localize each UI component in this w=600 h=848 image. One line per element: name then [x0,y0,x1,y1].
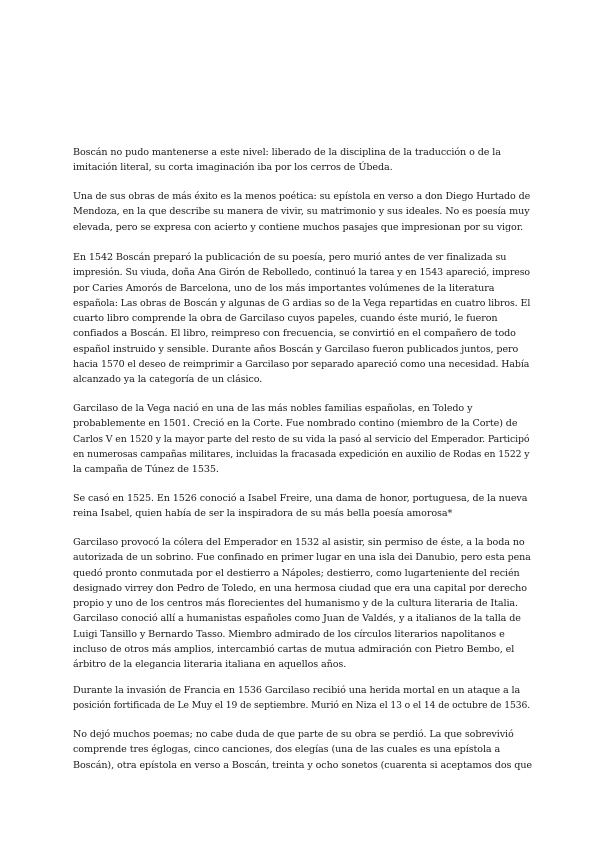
text-line: confiados a Boscán. El libro, reimpreso con frecuencia, se convirtió en el compañero de todo [73,328,516,340]
text-line: reina Isabel, quien había de ser la inspiradora de su más bella poesía amorosa* [73,508,453,520]
text-line: impresión. Su viuda, doña Ana Girón de Rebolledo, continuó la tarea y en 1543 apareció, impreso [73,267,530,279]
text-line: No dejó muchos poemas; no cabe duda de que parte de su obra se perdió. La que sobrevivió [73,729,514,740]
text-line: por Caries Amorós de Barcelona, uno de los más importantes volúmenes de la literatura [73,282,495,294]
text-line: comprende tres églogas, cinco canciones, dos elegías (una de las cuales es una epístola a [73,744,501,756]
text-line: propio y uno de los centros más florecientes del humanismo y de la cultura literaria de Italia. [73,598,518,610]
paragraph-4 [73,401,533,477]
text-line: imitación literal, su corta imaginación iba por los cerros de Úbeda. [73,162,393,174]
text-line: incluso de otros más amplios, intercambió cartas de mutua admiración con Pietro Bembo, el [73,644,515,656]
text-line: En 1542 Boscán preparó la publicación de su poesía, pero murió antes de ver finalizada su [73,252,507,263]
text-line: alcanzado ya la categoría de un clásico. [73,374,263,386]
text-line: la campaña de Túnez de 1535. [73,464,219,476]
paragraph-2 [73,189,533,235]
text-line: Garcilaso conoció allí a humanistas españoles como Juan de Valdés, y a italianos de la talla de [73,613,521,625]
text-line: Luigi Tansillo y Bernardo Tasso. Miembro admirado de los círculos literarios napolitanos e [73,628,505,640]
text-line: elevada, pero se expresa con acierto y contiene muchos pasajes que impresionan por su vigor. [73,221,524,233]
text-line: Mendoza, en la que describe su manera de vivir, su matrimonio y sus ideales. No es poesía muy [73,206,530,218]
text-line: autorizada de un sobrino. Fue confinado en primer lugar en una isla dei Danubio, pero esta pena [73,552,531,564]
text-line: cuarto libro comprende la obra de Garcilaso cuyos papeles, cuando éste murió, le fueron [73,313,498,325]
text-line: quedó pronto conmutada por el destierro a Nápoles; destierro, como lugarteniente del recién [73,567,520,579]
text-line: Se casó en 1525. En 1526 conoció a Isabel Freire, una dama de honor, portuguesa, de la nueva [73,493,528,504]
text-line: Carlos V en 1520 y la mayor parte del resto de su vida la pasó al servicio del Emperador. Participó [73,433,530,445]
text-line: Boscán), otra epístola en verso a Boscán, treinta y ocho sonetos (cuarenta si aceptamos dos que [73,759,532,771]
text-line: español instruido y sensible. Durante años Boscán y Garcilaso fueron publicados juntos, pero [73,343,519,355]
paragraph-1 [73,145,533,176]
text-line: Garcilaso de la Vega nació en una de las más nobles familias españolas, en Toledo y [73,403,473,414]
text-line: probablemente en 1501. Creció en la Corte. Fue nombrado contino (miembro de la Corte) de [73,418,518,430]
text-line: española: Las obras de Boscán y algunas de G ardias so de la Vega repartidas en cuatro libros. El [73,297,531,309]
paragraph-8 [73,727,533,773]
paragraph-6 [73,535,533,673]
text-line: hacia 1570 el deseo de reimprimir a Garcilaso por separado apareció como una necesidad. Había [73,359,530,371]
paragraph-7 [73,683,533,714]
text-line: posición fortificada de Le Muy el 19 de septiembre. Murió en Niza el 13 o el 14 de octubre de 1536. [73,700,531,712]
text-line: Garcilaso provocó la cólera del Emperador en 1532 al asistir, sin permiso de éste, a la boda no [73,537,525,548]
paragraph-3 [73,250,533,388]
paragraph-5 [73,491,533,522]
text-line: Durante la invasión de Francia en 1536 Garcilaso recibió una herida mortal en un ataque a la [73,685,521,696]
text-line: en numerosas campañas militares, incluidas la fracasada expedición en auxilio de Rodas en 1522 y [73,448,530,460]
text-line: Boscán no pudo mantenerse a este nivel: liberado de la disciplina de la traducción o de la [73,147,501,158]
text-line: Una de sus obras de más éxito es la menos poética: su epístola en verso a don Diego Hurtado de [73,191,531,202]
text-line: designado virrey don Pedro de Toledo, en una hermosa ciudad que era una capital por derecho [73,582,527,594]
text-line: árbitro de la elegancia literaria italiana en aquellos años. [73,659,347,671]
